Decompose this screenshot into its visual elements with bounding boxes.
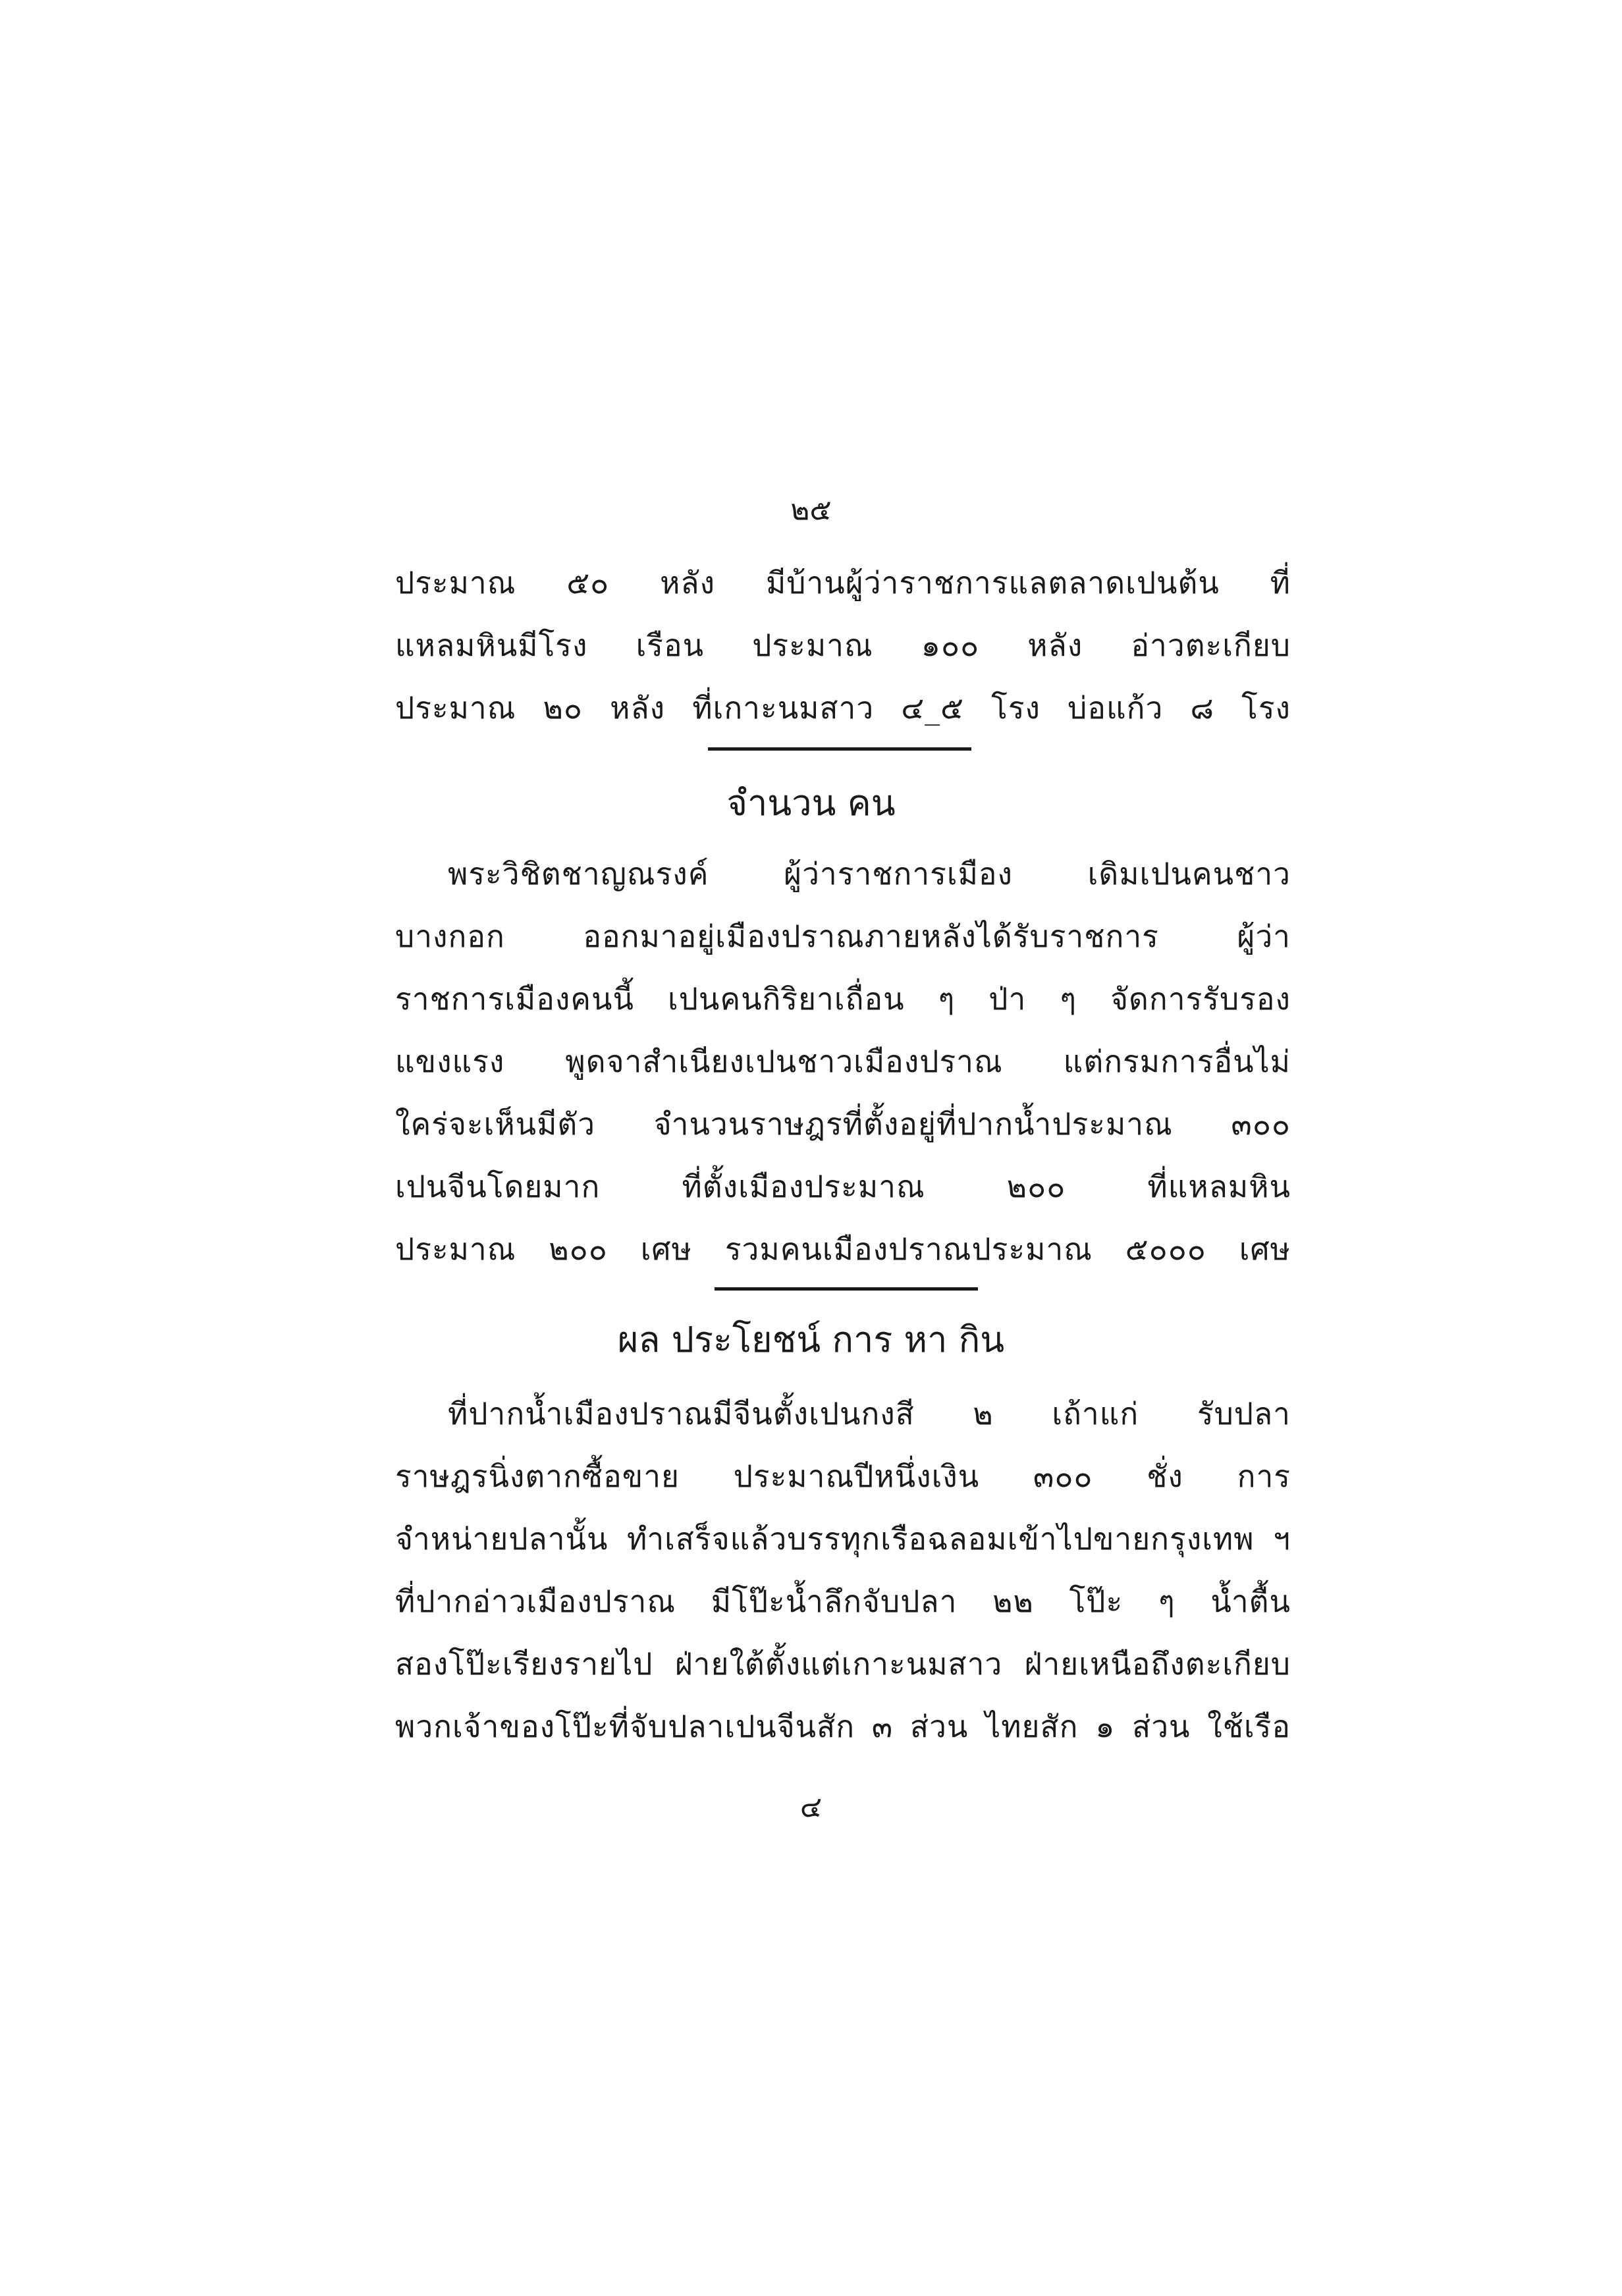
page-number-bottom: ๔ xyxy=(799,1790,823,1824)
text-line: พระวิชิตชาญณรงค์ ผู้ว่าราชการเมือง เดิมเปนคนชาว xyxy=(448,856,1291,892)
text-line: ที่ปากน้ำเมืองปราณมีจีนตั้งเปนกงสี ๒ เถ้าแก่ รับปลา xyxy=(448,1396,1291,1431)
text-line: แหลมหินมีโรง เรือน ประมาณ ๑๐๐ หลัง อ่าวตะเกียบ xyxy=(395,627,1291,663)
text-line: แขงแรง พูดจาสำเนียงเปนชาวเมืองปราณ แต่กรมการอื่นไม่ xyxy=(395,1044,1291,1079)
section-divider xyxy=(708,747,971,751)
text-line: ราชการเมืองคนนี้ เปนคนกิริยาเถื่อน ๆ ป่า ๆ จัดการรับรอง xyxy=(395,981,1291,1017)
text-line: จำหน่ายปลานั้น ทำเสร็จแล้วบรรทุกเรือฉลอมเข้าไปขายกรุงเทพ ฯ xyxy=(395,1521,1291,1557)
section-heading: ผล ประโยชน์ การ หา กิน xyxy=(617,1319,1005,1360)
text-line: ประมาณ ๕๐ หลัง มีบ้านผู้ว่าราชการแลตลาดเปนต้น ที่ xyxy=(395,565,1291,601)
text-line: ใคร่จะเห็นมีตัว จำนวนราษฎรที่ตั้งอยู่ที่ปากน้ำประมาณ ๓๐๐ xyxy=(395,1106,1291,1142)
paragraph-opening xyxy=(395,552,1291,739)
text-line: ประมาณ ๒๐ หลัง ที่เกาะนมสาว ๔_๕ โรง บ่อแก้ว ๘ โรง xyxy=(395,690,1291,726)
text-line: สองโป๊ะเรียงรายไป ฝ่ายใต้ตั้งแต่เกาะนมสาว ฝ่ายเหนือถึงตะเกียบ xyxy=(395,1646,1291,1682)
section-divider xyxy=(715,1287,978,1291)
section-heading: จำนวน คน xyxy=(726,782,896,824)
text-line: ราษฎรนิ่งตากซื้อขาย ประมาณปีหนึ่งเงิน ๓๐๐ ชั่ง การ xyxy=(395,1458,1291,1494)
paragraph-population xyxy=(395,843,1291,1281)
text-line: พวกเจ้าของโป๊ะที่จับปลาเปนจีนสัก ๓ ส่วน ไทยสัก ๑ ส่วน ใช้เรือ xyxy=(395,1709,1291,1744)
page-number-top: ๒๕ xyxy=(790,493,832,527)
text-line: บางกอก ออกมาอยู่เมืองปราณภายหลังได้รับราชการ ผู้ว่า xyxy=(395,919,1291,954)
text-line: ที่ปากอ่าวเมืองปราณ มีโป๊ะน้ำลึกจับปลา ๒๒ โป๊ะ ๆ น้ำตื้น xyxy=(395,1584,1291,1619)
text-line: เปนจีนโดยมาก ที่ตั้งเมืองประมาณ ๒๐๐ ที่แหลมหิน xyxy=(395,1169,1291,1204)
paragraph-livelihood xyxy=(395,1383,1291,1758)
text-line: ประมาณ ๒๐๐ เศษ รวมคนเมืองปราณประมาณ ๕๐๐๐ เศษ xyxy=(395,1231,1291,1267)
